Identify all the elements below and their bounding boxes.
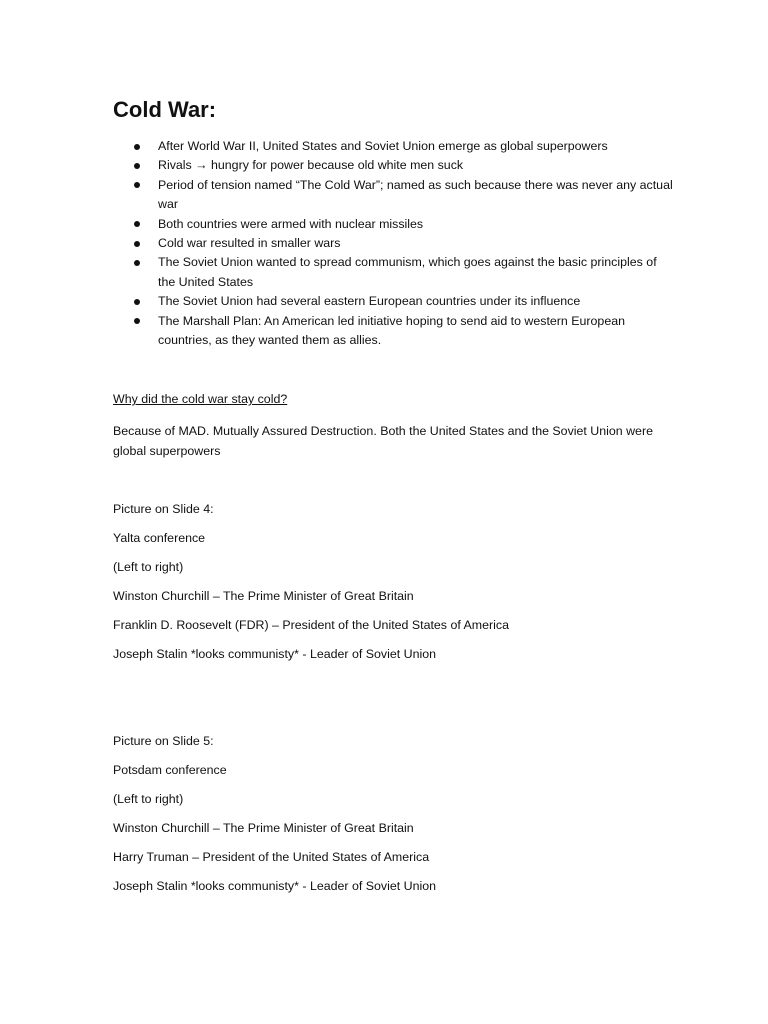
bullet-text: Rivals → hungry for power because old white men suck: [158, 158, 464, 173]
bullet-text: The Soviet Union wanted to spread communism, which goes against the basic principles of the United States: [158, 255, 657, 289]
bullet-dot-icon: [134, 318, 140, 324]
section-question: Why did the cold war stay cold?: [113, 392, 288, 407]
order-note: (Left to right): [113, 560, 184, 575]
document-title: Cold War:: [113, 97, 217, 122]
conference-name: Potsdam conference: [113, 763, 227, 778]
bullet-dot-icon: [134, 221, 140, 227]
bullet-dot-icon: [134, 241, 140, 247]
bullet-item: [113, 215, 673, 234]
bullet-dot-icon: [134, 299, 140, 305]
section-answer: Because of MAD. Mutually Assured Destruction. Both the United States and the Soviet Union were global superpowers: [113, 424, 653, 458]
slide-4-notes: [113, 500, 673, 664]
bullet-item: [113, 253, 673, 292]
bullet-dot-icon: [134, 144, 140, 150]
document-page: [113, 96, 673, 906]
bullet-item: [113, 312, 673, 351]
conference-name: Yalta conference: [113, 531, 206, 546]
bullet-text: Cold war resulted in smaller wars: [158, 236, 341, 251]
slide-heading: Picture on Slide 4:: [113, 502, 214, 517]
bullet-item: [113, 176, 673, 215]
person-line: Joseph Stalin *looks communisty* - Leader of Soviet Union: [113, 879, 437, 894]
slide-heading: Picture on Slide 5:: [113, 734, 214, 749]
person-line: Franklin D. Roosevelt (FDR) – President of the United States of America: [113, 618, 509, 633]
bullet-item: [113, 156, 673, 175]
bullet-text: Period of tension named “The Cold War”; named as such because there was never any actual war: [158, 177, 673, 212]
bullet-text: The Soviet Union had several eastern European countries under its influence: [158, 294, 581, 309]
bullet-dot-icon: [134, 163, 140, 169]
bullet-text: After World War II, United States and Soviet Union emerge as global superpowers: [158, 139, 608, 153]
bullet-list: [113, 137, 673, 350]
person-line: Joseph Stalin *looks communisty* - Leader of Soviet Union: [113, 647, 437, 662]
bullet-text: The Marshall Plan: An American led initiative hoping to send aid to western European countries, as they wanted them as allies.: [158, 313, 625, 348]
bullet-item: [113, 137, 673, 156]
person-line: Harry Truman – President of the United States of America: [113, 850, 430, 865]
bullet-text: Both countries were armed with nuclear missiles: [158, 216, 424, 231]
bullet-dot-icon: [134, 260, 140, 266]
bullet-dot-icon: [134, 182, 140, 188]
bullet-item: [113, 292, 673, 311]
bullet-item: [113, 234, 673, 253]
slide-5-notes: [113, 732, 673, 896]
order-note: (Left to right): [113, 792, 184, 807]
person-line: Winston Churchill – The Prime Minister of Great Britain: [113, 821, 414, 836]
person-line: Winston Churchill – The Prime Minister of Great Britain: [113, 589, 414, 604]
